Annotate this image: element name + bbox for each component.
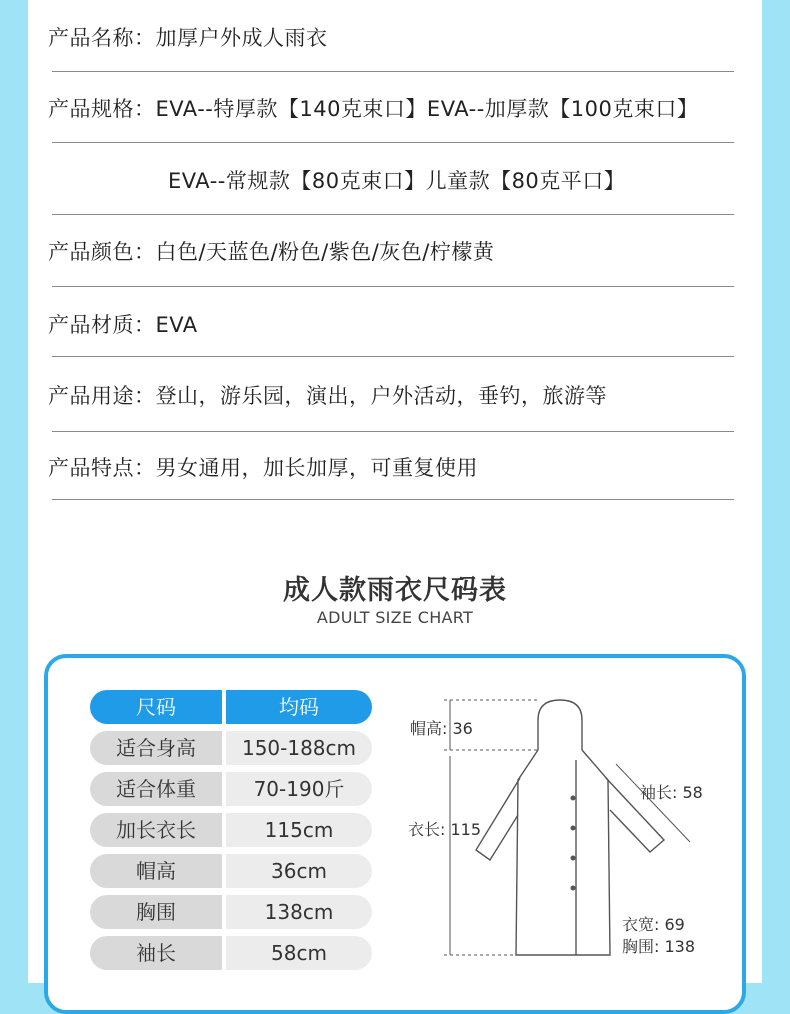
table-row-label: 袖长 — [90, 936, 222, 970]
hat-height-label: 帽高: 36 — [410, 719, 473, 738]
table-row-label: 加长衣长 — [90, 813, 222, 847]
divider — [52, 214, 734, 215]
table-row-value: 70-190斤 — [226, 772, 372, 806]
table-row-value: 138cm — [226, 895, 372, 929]
width-label: 衣宽: 69 — [622, 915, 685, 934]
divider — [52, 142, 734, 143]
table-row-value: 150-188cm — [226, 731, 372, 765]
divider — [52, 431, 734, 432]
table-row-value: 36cm — [226, 854, 372, 888]
length-label: 衣长: 115 — [408, 820, 482, 839]
divider — [52, 71, 734, 72]
size-chart-subtitle: ADULT SIZE CHART — [316, 608, 474, 627]
left-sleeve-outline — [476, 778, 520, 860]
table-row-label: 帽高 — [90, 854, 222, 888]
table-row-label: 适合体重 — [90, 772, 222, 806]
spec-product-spec: 产品规格：EVA--特厚款【140克束口】EVA--加厚款【100克束口】 — [48, 97, 699, 121]
divider — [52, 356, 734, 357]
table-header-size: 尺码 — [90, 690, 222, 724]
spec-product-color: 产品颜色：白色/天蓝色/粉色/紫色/灰色/柠檬黄 — [48, 240, 495, 264]
spec-product-name: 产品名称：加厚户外成人雨衣 — [48, 26, 328, 50]
table-header-onesize: 均码 — [226, 690, 372, 724]
spec-product-feature: 产品特点：男女通用，加长加厚，可重复使用 — [48, 456, 478, 480]
table-row-label: 胸围 — [90, 895, 222, 929]
spec-product-usage: 产品用途：登山，游乐园，演出，户外活动，垂钓，旅游等 — [48, 384, 607, 408]
table-row-value: 115cm — [226, 813, 372, 847]
divider — [52, 286, 734, 287]
table-row-label: 适合身高 — [90, 731, 222, 765]
hood-outline — [538, 700, 582, 750]
table-row-value: 58cm — [226, 936, 372, 970]
body-outline — [516, 750, 610, 955]
size-chart-title: 成人款雨衣尺码表 — [283, 575, 507, 606]
sleeve-label: 袖长: 58 — [640, 783, 703, 802]
divider — [52, 499, 734, 500]
spec-product-material: 产品材质：EVA — [48, 313, 198, 337]
chest-label: 胸围: 138 — [622, 937, 696, 956]
spec-product-spec-continued: EVA--常规款【80克束口】儿童款【80克平口】 — [168, 169, 626, 193]
